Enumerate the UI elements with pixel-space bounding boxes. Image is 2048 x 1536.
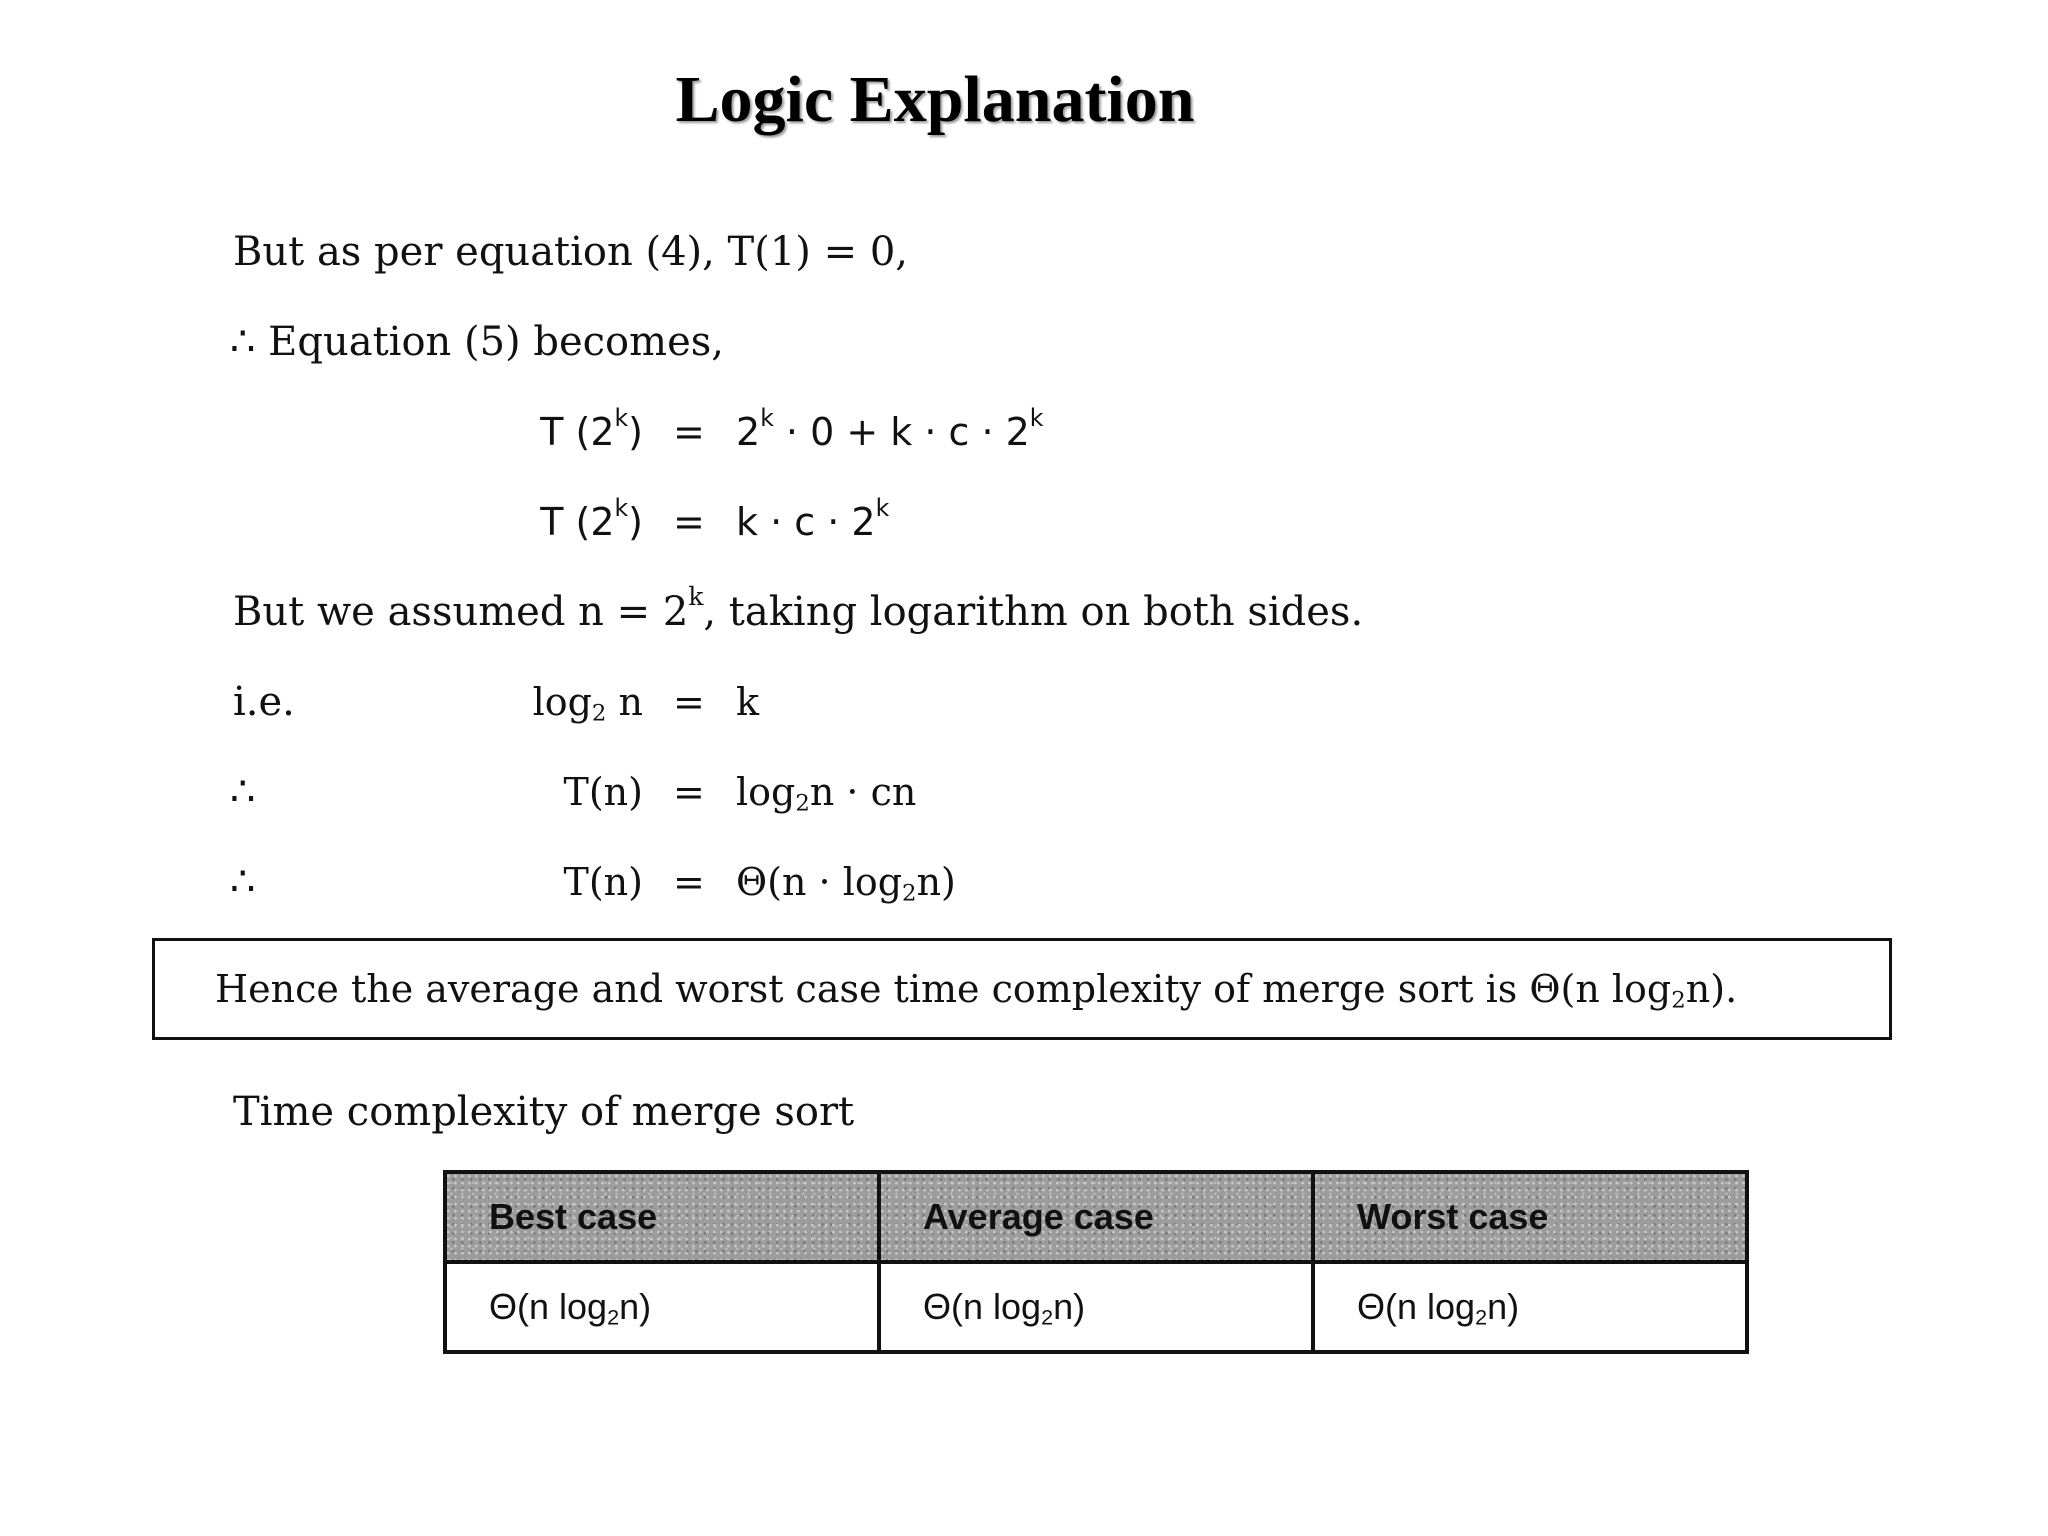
therefore-symbol: ∴ — [230, 769, 256, 815]
equation-lhs: $\log_2 n$ — [532, 680, 643, 727]
equals-sign: = — [673, 680, 705, 724]
header-worst-case: Worst case — [1313, 1172, 1747, 1262]
equals-sign: = — [673, 860, 705, 904]
table-header-row — [445, 1172, 1747, 1262]
cell-average-case: Θ(n $\log_2n$) — [879, 1262, 1313, 1352]
header-average-case: Average case — [879, 1172, 1313, 1262]
therefore-symbol: ∴ — [230, 859, 256, 905]
equation-row-4 — [0, 764, 2048, 820]
cell-best-case: Θ(n $\log_2n$) — [445, 1262, 879, 1352]
ie-label: i.e. — [233, 679, 295, 725]
equation-row-1 — [0, 404, 2048, 460]
cell-worst-case: Θ(n $\log_2n$) — [1313, 1262, 1747, 1352]
summary-box: Hence the average and worst case time complexity of merge sort is Θ(n $\log_2n$). — [152, 938, 1892, 1040]
equation-rhs: $\Theta(n \cdot \log_2n)$ — [736, 860, 956, 907]
equation-lhs: T(n) — [563, 860, 643, 904]
equation-row-3 — [0, 674, 2048, 730]
equation-row-5 — [0, 854, 2048, 910]
assumed-line: But we assumed $n = 2^k$, taking logarithm on both sides. — [233, 582, 1364, 635]
equation-rhs: $k \cdot c \cdot 2^k$ — [736, 494, 890, 544]
equation-row-2 — [0, 494, 2048, 550]
equation-becomes-line: ∴ Equation (5) becomes, — [230, 319, 724, 365]
table-caption: Time complexity of merge sort — [233, 1089, 855, 1135]
header-best-case: Best case — [445, 1172, 879, 1262]
equation-rhs: k — [736, 680, 760, 724]
slide-title: Logic Explanation — [675, 63, 1195, 136]
equals-sign: = — [673, 500, 705, 544]
table-row — [445, 1262, 1747, 1352]
equals-sign: = — [673, 770, 705, 814]
per-equation-line: But as per equation (4), T(1) = 0, — [233, 229, 908, 275]
complexity-table — [443, 1170, 1749, 1354]
equation-rhs: $2^k \cdot 0 + k \cdot c \cdot 2^k$ — [736, 404, 1044, 454]
equation-lhs: T (2$^k$) — [540, 404, 643, 454]
complexity-table-wrap — [443, 1170, 1749, 1346]
equation-lhs: T (2$^k$) — [540, 494, 643, 544]
equation-lhs: T(n) — [563, 770, 643, 814]
equals-sign: = — [673, 410, 705, 454]
equation-rhs: $\log_2n$ · cn — [736, 770, 917, 817]
